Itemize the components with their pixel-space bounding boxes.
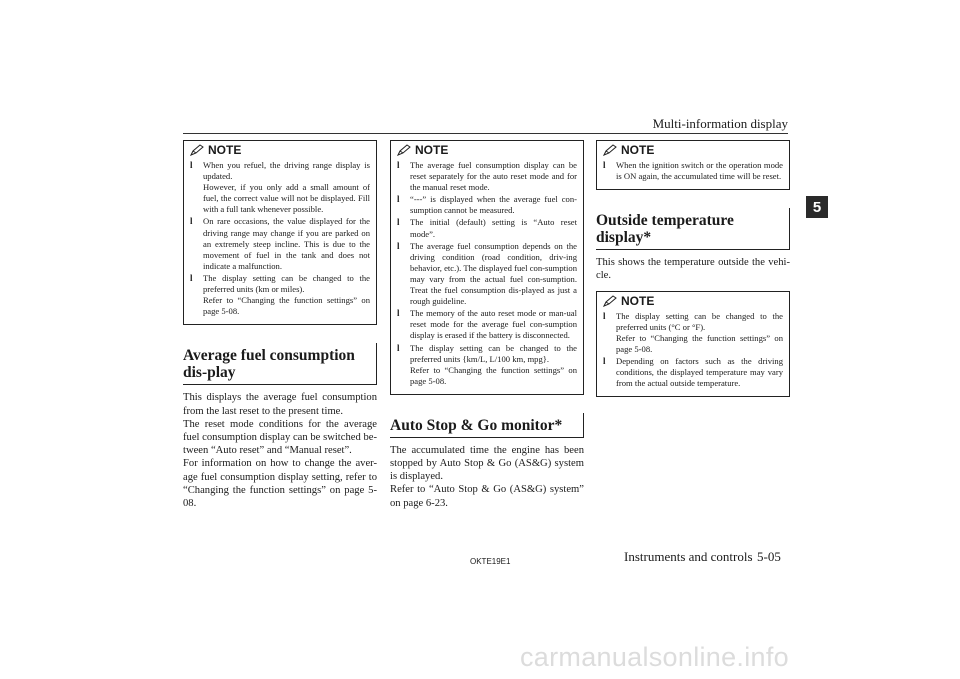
note-label: NOTE xyxy=(208,143,242,157)
body-paragraph: For information on how to change the aver-age fuel consumption display setting, refer to “Changing the function settings” on page 5-08. xyxy=(183,458,377,509)
note-item: l The average fuel consumption display can be reset separately for the auto reset mode and for the manual reset mode. xyxy=(397,160,577,193)
note-item: l “---” is displayed when the average fuel con-sumption cannot be measured. xyxy=(397,194,577,216)
section-heading: Average fuel consumption dis-play xyxy=(183,343,377,385)
bullet-icon: l xyxy=(603,160,606,170)
note-box xyxy=(390,140,584,395)
bullet-icon: l xyxy=(603,310,606,321)
column-3 xyxy=(596,140,790,397)
bullet-icon: l xyxy=(397,160,400,170)
page-number: 5-05 xyxy=(757,549,781,564)
header-rule xyxy=(183,133,788,134)
note-item: l The average fuel consumption depends on the driving condition (road condition, driv-ing behavior, etc.). The displayed fuel con-sumption may vary from the actual fuel con-sumption. Treat the fuel consumption dis-played as just a rough guideline. xyxy=(397,240,577,307)
note-item: l The initial (default) setting is “Auto reset mode”. xyxy=(397,217,577,239)
watermark: carmanualsonline.info xyxy=(520,642,789,672)
footer-section-title: Instruments and controls xyxy=(624,549,753,564)
note-box xyxy=(183,140,377,325)
bullet-icon: l xyxy=(190,160,193,170)
body-paragraph: This shows the temperature outside the vehi-cle. xyxy=(596,257,790,282)
body-paragraph: The reset mode conditions for the average fuel consumption display can be switched be-tween “Auto reset” and “Manual reset”. xyxy=(183,418,377,457)
note-item: l The memory of the auto reset mode or man-ual reset mode for the average fuel con-sumption display is erased if the battery is disconnected. xyxy=(397,308,577,341)
column-1 xyxy=(183,140,377,510)
body-paragraph: This displays the average fuel consumption from the last reset to the present time. xyxy=(183,392,377,417)
bullet-icon: l xyxy=(397,217,400,228)
note-label: NOTE xyxy=(415,143,449,157)
bullet-icon: l xyxy=(190,272,193,283)
column-2 xyxy=(390,140,584,510)
note-item: l On rare occasions, the value displayed for the driving range may change if you are parked on an extremely steep incline. This is due to the movement of fuel in the tank and does not indicate a malfunction. xyxy=(190,216,370,271)
bullet-icon: l xyxy=(397,342,400,353)
note-pencil-icon xyxy=(603,295,617,307)
bullet-icon: l xyxy=(190,216,193,227)
note-pencil-icon xyxy=(397,144,411,156)
document-code: OKTE19E1 xyxy=(470,557,511,566)
bullet-icon: l xyxy=(397,308,400,319)
bullet-icon: l xyxy=(397,194,400,205)
section-heading: Outside temperature display* xyxy=(596,208,790,250)
section-heading: Auto Stop & Go monitor* xyxy=(390,413,584,438)
note-pencil-icon xyxy=(603,144,617,156)
note-item: l The display setting can be changed to the preferred units {km/L, L/100 km, mpg}. Refer to “Changing the function settings” on page 5-08. xyxy=(397,342,577,386)
body-paragraph: Refer to “Auto Stop & Go (AS&G) system” on page 6-23. xyxy=(390,484,584,509)
chapter-tab: 5 xyxy=(806,196,828,218)
note-box xyxy=(596,291,790,398)
body-paragraph: The accumulated time the engine has been stopped by Auto Stop & Go (AS&G) system is displayed. xyxy=(390,444,584,483)
note-item: l When the ignition switch or the operation mode is ON again, the accumulated time will be reset. xyxy=(603,160,783,182)
note-item: l Depending on factors such as the driving conditions, the displayed temperature may vary from the actual outside temperature. xyxy=(603,355,783,389)
note-label: NOTE xyxy=(621,143,655,157)
bullet-icon: l xyxy=(397,240,400,251)
note-label: NOTE xyxy=(621,293,655,308)
note-box xyxy=(596,140,790,190)
note-item: l The display setting can be changed to the preferred units (km or miles). Refer to “Changing the function settings” on page 5-08. xyxy=(190,272,370,317)
bullet-icon: l xyxy=(603,355,606,366)
note-pencil-icon xyxy=(190,144,204,156)
running-header: Multi-information display xyxy=(652,116,788,131)
note-item: l When you refuel, the driving range display is updated. However, if you only add a small amount of fuel, the correct value will not be displayed. Fill with a full tank whenever possible. xyxy=(190,160,370,215)
note-item: l The display setting can be changed to the preferred units (°C or °F). Refer to “Changing the function settings” on page 5-08. xyxy=(603,310,783,354)
